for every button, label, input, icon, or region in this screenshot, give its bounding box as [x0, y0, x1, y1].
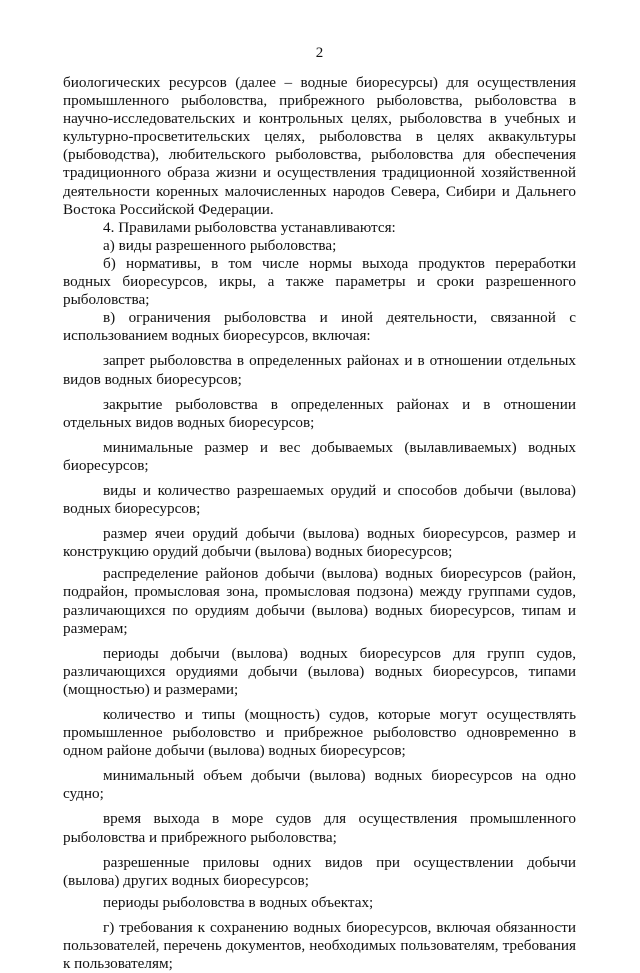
- paragraph-gear-types: виды и количество разрешаемых орудий и способов добычи (вылова) водных биоресурсов;: [63, 481, 576, 518]
- paragraph-min-volume: минимальный объем добычи (вылова) водных биоресурсов на одно судно;: [63, 767, 576, 803]
- paragraph-item-g: г) требования к сохранению водных биоресурсов, включая обязанности пользователей, перечень документов, необходимых пользователям, требования к пользователям;: [63, 918, 576, 973]
- paragraph-item-v: в) ограничения рыболовства и иной деятельности, связанной с использованием водных биоресурсов, включая:: [63, 309, 576, 345]
- paragraph-item-a: а) виды разрешенного рыболовства;: [103, 236, 337, 254]
- paragraph-bycatch: разрешенные приловы одних видов при осуществлении добычи (вылова) других водных биоресурсов;: [63, 853, 576, 889]
- paragraph-min-size: минимальные размер и вес добываемых (вылавливаемых) водных биоресурсов;: [63, 438, 576, 474]
- paragraph-prohibition: запрет рыболовства в определенных районах и в отношении отдельных видов водных биоресурсов;: [63, 352, 576, 388]
- paragraph-item-b: б) нормативы, в том числе нормы выхода продуктов переработки водных биоресурсов, икры, а также параметры и сроки разрешенного рыболовства;: [63, 254, 576, 309]
- page-number: 2: [315, 45, 324, 61]
- paragraph-closure: закрытие рыболовства в определенных районах и в отношении отдельных видов водных биоресурсов;: [63, 395, 576, 431]
- paragraph-departure-time: время выхода в море судов для осуществления промышленного рыболовства и прибрежного рыболовства;: [63, 810, 576, 846]
- paragraph-area-distribution: распределение районов добычи (вылова) водных биоресурсов (район, подрайон, промысловая зона, промысловая подзона) между группами судов, различающихся по орудиям добычи (вылова) водных биоресурсов, типам и размерам;: [63, 565, 576, 637]
- paragraph-periods-groups: периоды добычи (вылова) водных биоресурсов для групп судов, различающихся орудиями добычи (вылова) водных биоресурсов, типами (мощностью) и размерами;: [63, 644, 576, 698]
- paragraph-fishing-periods: периоды рыболовства в водных объектах;: [103, 893, 374, 911]
- paragraph-item-4: 4. Правилами рыболовства устанавливаются:: [103, 218, 396, 236]
- paragraph-vessel-count: количество и типы (мощность) судов, которые могут осуществлять промышленное рыболовство и прибрежное рыболовство одновременно в одном районе добычи (вылова) водных биоресурсов;: [63, 706, 576, 760]
- paragraph-continuation: биологических ресурсов (далее – водные биоресурсы) для осуществления промышленного рыболовства, прибрежного рыболовства, рыболовства в научно-исследовательских и контрольных целях, рыболовства в учебных и культурно-просветительских целях, рыболовства в целях аквакультуры (рыбоводства), любительского рыболовства, рыболовства для обеспечения традиционного образа жизни и осуществления традиционной хозяйственной деятельности коренных малочисленных народов Севера, Сибири и Дальнего Востока Российской Федерации.: [63, 74, 576, 218]
- paragraph-mesh-size: размер ячеи орудий добычи (вылова) водных биоресурсов, размер и конструкцию орудий добычи (вылова) водных биоресурсов;: [63, 525, 576, 561]
- document-body: [63, 74, 576, 973]
